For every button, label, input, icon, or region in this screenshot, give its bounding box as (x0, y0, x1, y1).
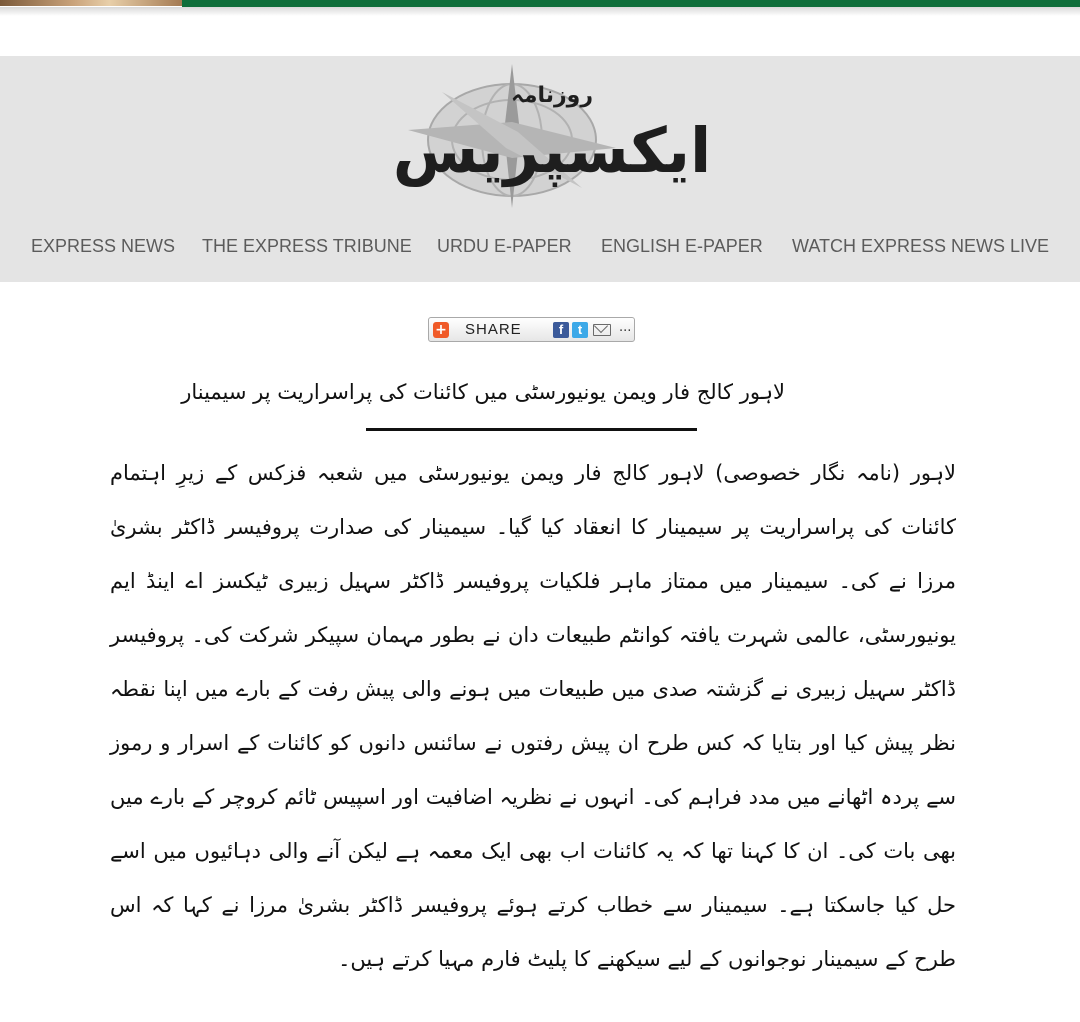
express-logo[interactable] (392, 62, 712, 212)
logo-subtitle: روزنامہ (510, 83, 594, 108)
site-header (0, 56, 1080, 282)
email-icon[interactable] (593, 324, 611, 336)
share-button[interactable] (428, 317, 635, 342)
headline-underline (366, 428, 697, 431)
top-shadow (0, 7, 1080, 16)
logo-text: ایکسپریس (392, 114, 712, 187)
share-label: SHARE (465, 321, 522, 338)
top-accent-bar (182, 0, 1080, 7)
nav-urdu-epaper[interactable]: URDU E-PAPER (437, 236, 572, 256)
plus-icon: + (433, 322, 449, 338)
top-photo-thumbnail (0, 0, 182, 6)
article-body: لاہور (نامہ نگار خصوصی) لاہور کالج فار ویمن یونیورسٹی میں شعبہ فزکس کے زیرِ اہتمام کائنات کی پراسراریت پر سیمینار کا انعقاد کیا گیا۔ سیمینار کی صدارت پروفیسر ڈاکٹر بشریٰ مرزا نے کی۔ سیمینار میں ممتاز ماہر فلکیات پروفیسر ڈاکٹر سہیل زبیری ٹیکسز اے اینڈ ایم یونیورسٹی، عالمی شہرت یافتہ کوانٹم طبیعات دان نے بطور مہمان سپیکر شرکت کی۔ پروفیسر ڈاکٹر سہیل زبیری نے گزشتہ صدی میں طبیعات میں ہونے والی پیش رفت کے بارے میں اپنا نقطہ نظر پیش کیا اور بتایا کہ کس طرح ان پیش رفتوں نے سائنس دانوں کو کائنات کے اسرار و رموز سے پردہ اٹھانے میں مدد فراہم کی۔ انہوں نے نظریہ اضافیت اور اسپیس ٹائم کروچر کے بارے میں بھی بات کی۔ ان کا کہنا تھا کہ یہ کائنات اب بھی ایک معمہ ہے لیکن آنے والی دہائیوں میں اسے حل کیا جاسکتا ہے۔ سیمینار سے خطاب کرتے ہوئے پروفیسر ڈاکٹر بشریٰ مرزا نے کہا کہ اس طرح کے سیمینار نوجوانوں کے لیے سیکھنے کا پلیٹ فارم مہیا کرتے ہیں۔ (110, 461, 956, 971)
share-more[interactable]: ... (619, 320, 632, 335)
twitter-icon[interactable]: t (572, 322, 588, 338)
facebook-icon[interactable]: f (553, 322, 569, 338)
top-nav (0, 228, 1080, 264)
nav-express-news[interactable]: EXPRESS NEWS (31, 236, 176, 256)
nav-watch-live[interactable]: WATCH EXPRESS NEWS LIVE (792, 236, 1050, 256)
nav-express-tribune[interactable]: THE EXPRESS TRIBUNE (202, 236, 412, 256)
article-headline: لاہور کالج فار ویمن یونیورسٹی میں کائنات کی پراسراریت پر سیمینار (181, 380, 785, 404)
nav-english-epaper[interactable]: ENGLISH E-PAPER (601, 236, 763, 256)
top-strip (0, 0, 1080, 16)
